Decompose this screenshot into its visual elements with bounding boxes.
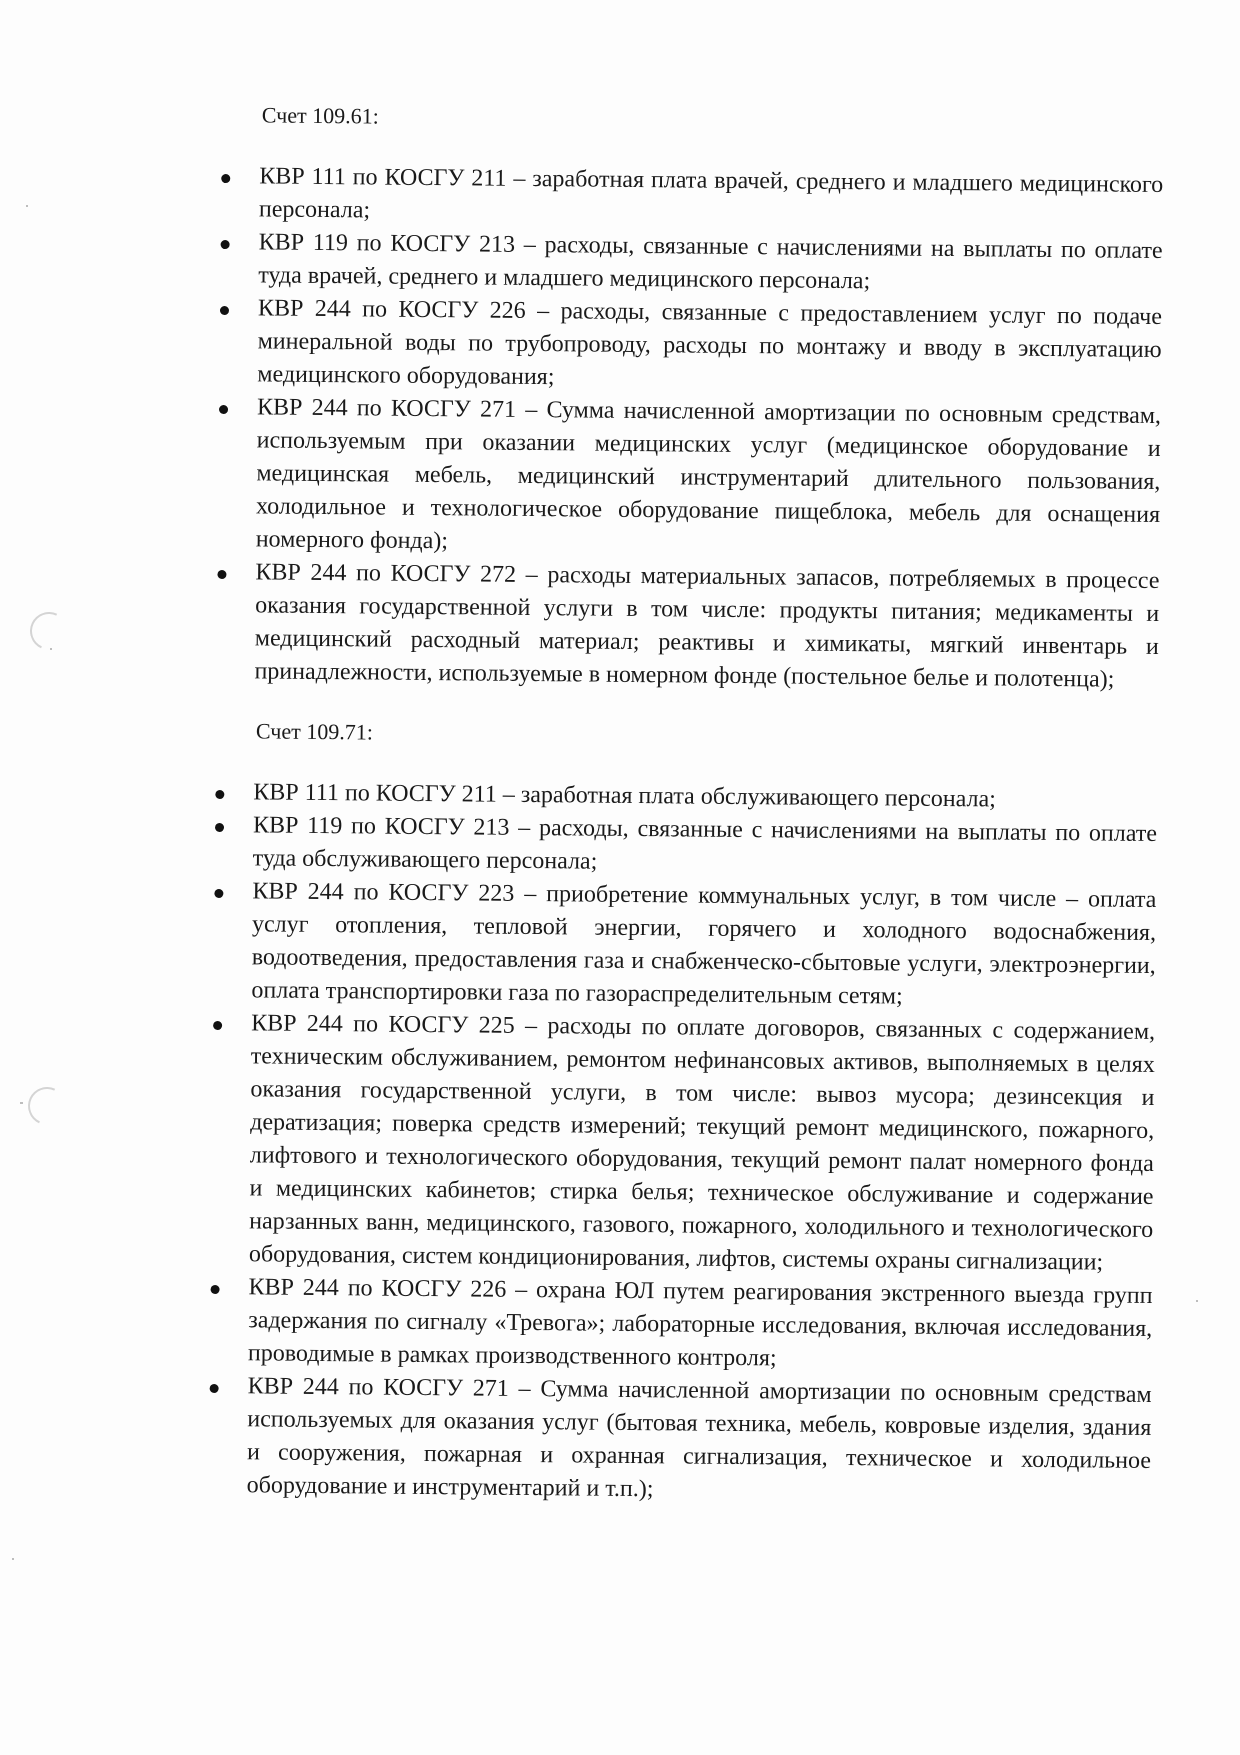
scan-speck <box>1196 1300 1198 1302</box>
bullet-icon <box>221 240 230 249</box>
list-item <box>221 160 1164 235</box>
item-text: КВР 119 по КОСГУ 213 – расходы, связанные с начислениями на выплаты по оплате туда врачей, среднего и младшего медицинского персонала; <box>258 229 1163 295</box>
bullet-icon <box>221 174 230 183</box>
bullet-icon <box>211 1285 220 1294</box>
scan-speck <box>12 1558 14 1560</box>
list-item <box>213 875 1156 1016</box>
bullet-icon <box>219 405 228 414</box>
list-item <box>219 292 1162 400</box>
bullet-icon <box>215 790 224 799</box>
section-heading: Счет 109.71: <box>255 718 374 745</box>
list-item <box>220 226 1163 301</box>
item-text: КВР 244 по КОСГУ 272 – расходы материальных запасов, потребляемых в процессе оказания государственной услуги в том числе: продукты питания; медикаменты и медицинский расходный материал; реактивы и химикаты, мягкий инвентарь и принадлежности, используемые в номерном фонде (постельное белье и полотенца); <box>254 559 1160 693</box>
bullet-icon <box>213 1021 222 1030</box>
punch-hole-mark <box>25 607 74 656</box>
list-item <box>218 391 1162 565</box>
item-text: КВР 244 по КОСГУ 225 – расходы по оплате договоров, связанных с содержанием, техническим обслуживанием, ремонтом нефинансовых активов, выполняемых в целях оказания государственной услуги, в том числе: вывоз мусора; дезинсекция и дератизация; поверка средств измерений; текущий ремонт медицинского, пожарного, лифтового и технологического оборудования, текущий ремонт палат номерного фонда и медицинских кабинетов; стирка белья; техническое обслуживание и содержание нарзанных ванн, медицинского, газового, пожарного, холодильного и технологического оборудования, систем кондиционирования, лифтов, системы охраны сигнализации; <box>248 1010 1156 1276</box>
bullet-icon <box>220 306 229 315</box>
list-item <box>211 1007 1155 1280</box>
list-item <box>216 556 1159 697</box>
list-item <box>215 809 1158 884</box>
punch-hole-mark <box>23 1082 72 1131</box>
bullet-icon <box>210 1384 219 1393</box>
bullet-icon <box>217 570 226 579</box>
item-text: КВР 244 по КОСГУ 226 – охрана ЮЛ путем реагирования экстренного выезда групп задержания по сигналу «Тревога»; лабораторные исследования, включая исследования, проводимые в рамках производственного контроля; <box>247 1274 1153 1372</box>
section-account-109-61 <box>216 100 1164 697</box>
item-text: КВР 244 по КОСГУ 223 – приобретение коммунальных услуг, в том числе – оплата услуг отопления, тепловой энергии, горячего и холодного водоснабжения, водоотведения, предоставления газа и снабженческо-сбытовые услуги, электроэнергии, оплата транспортировки газа по газораспределительным сетям; <box>251 878 1157 1010</box>
document-body <box>209 100 1164 1511</box>
list-item <box>209 1370 1152 1511</box>
scan-speck <box>50 648 52 650</box>
section-heading: Счет 109.61: <box>261 102 379 129</box>
bullet-icon <box>215 823 224 832</box>
item-text: КВР 244 по КОСГУ 271 – Сумма начисленной амортизации по основным средствам используемых для оказания услуг (бытовая техника, мебель, ковровые изделия, здания и сооружения, пожарная и охранная сигнализация, техническое и холодильное оборудование и инструментарий и т.п.); <box>246 1373 1152 1503</box>
bullet-icon <box>214 889 223 898</box>
item-list <box>209 776 1158 1511</box>
item-list <box>216 160 1163 697</box>
list-item <box>210 1271 1153 1379</box>
scan-speck <box>26 205 28 207</box>
scan-speck <box>20 1102 23 1104</box>
item-text: КВР 119 по КОСГУ 213 – расходы, связанные с начислениями на выплаты по оплате туда обслуживающего персонала; <box>252 812 1158 875</box>
item-text: КВР 244 по КОСГУ 271 – Сумма начисленной амортизации по основным средствам, используемым при оказании медицинских услуг (медицинское оборудование и медицинская мебель, медицинский инструментарий длительного пользования, холодильное и технологическое оборудование пищеблока, мебель для оснащения номерного фонда); <box>255 394 1162 555</box>
item-text: КВР 111 по КОСГУ 211 – заработная плата врачей, среднего и младшего медицинского персонала; <box>258 163 1164 224</box>
section-account-109-71 <box>209 716 1159 1511</box>
item-text: КВР 244 по КОСГУ 226 – расходы, связанные с предоставлением услуг по подаче минеральной воды по трубопроводу, расходы по монтажу и вводу в эксплуатацию медицинского оборудования; <box>257 295 1163 391</box>
item-text: КВР 111 по КОСГУ 211 – заработная плата обслуживающего персонала; <box>253 779 996 813</box>
